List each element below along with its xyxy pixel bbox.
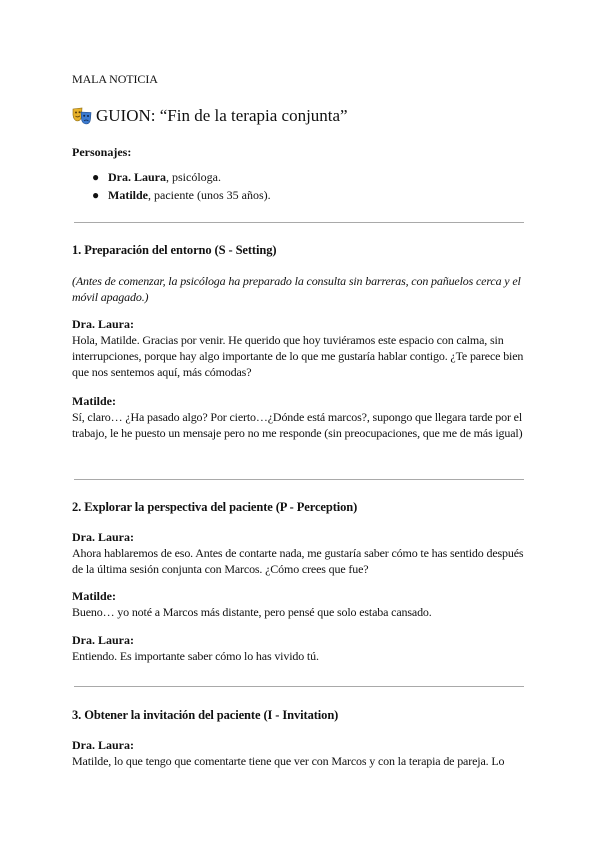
stage-direction: (Antes de comenzar, la psicóloga ha preparado la consulta sin barreras, con pañuelos cerca y el móvil apagado.) — [72, 274, 521, 304]
section-divider — [74, 222, 524, 223]
speaker-label: Dra. Laura: — [72, 738, 134, 752]
bullet-icon: ● — [92, 188, 100, 202]
section-divider — [74, 479, 524, 480]
persona-name: Matilde — [108, 188, 148, 202]
dialog-text: Hola, Matilde. Gracias por venir. He querido que hoy tuviéramos este espacio con calma, sin interrupciones, porque hay algo importante de lo que me gustaría hablar contigo. ¿Te parece bien que nos sentemos aquí, más cómodas? — [72, 333, 524, 379]
dialog-text: Sí, claro… ¿Ha pasado algo? Por cierto…¿Dónde está marcos?, supongo que llegara tarde por el trabajo, le he puesto un mensaje pero no me responde (sin preocupaciones, que me de más igual) — [72, 410, 523, 440]
personajes-list — [92, 168, 271, 204]
dialog-text: Ahora hablaremos de eso. Antes de contarte nada, me gustaría saber cómo te has sentido después de la última sesión conjunta con Marcos. ¿Cómo crees que fue? — [72, 546, 524, 576]
list-item — [92, 186, 271, 204]
bullet-icon: ● — [92, 170, 100, 184]
speaker-label: Dra. Laura: — [72, 530, 134, 544]
speaker-label: Matilde: — [72, 589, 116, 603]
section-title: 2. Explorar la perspectiva del paciente (P - Perception) — [72, 500, 358, 514]
document-header: MALA NOTICIA — [72, 72, 158, 86]
dialog-text: Matilde, lo que tengo que comentarte tiene que ver con Marcos y con la terapia de pareja. Lo — [72, 754, 505, 768]
section-title: 1. Preparación del entorno (S - Setting) — [72, 243, 277, 257]
section-title: 3. Obtener la invitación del paciente (I - Invitation) — [72, 708, 339, 722]
speaker-label: Matilde: — [72, 394, 116, 408]
speaker-label: Dra. Laura: — [72, 317, 134, 331]
document-title-row — [72, 106, 348, 126]
persona-desc: , psicóloga. — [166, 170, 221, 184]
personajes-label: Personajes: — [72, 145, 132, 159]
speaker-label: Dra. Laura: — [72, 633, 134, 647]
dialog-text: Bueno… yo noté a Marcos más distante, pero pensé que solo estaba cansado. — [72, 605, 432, 619]
dialog-text: Entiendo. Es importante saber cómo lo has vivido tú. — [72, 649, 319, 663]
list-item — [92, 168, 271, 186]
document-title: GUION: “Fin de la terapia conjunta” — [96, 106, 348, 125]
section-divider — [74, 686, 524, 687]
theater-masks-icon — [72, 107, 92, 125]
persona-name: Dra. Laura — [108, 170, 166, 184]
persona-desc: , paciente (unos 35 años). — [148, 188, 271, 202]
